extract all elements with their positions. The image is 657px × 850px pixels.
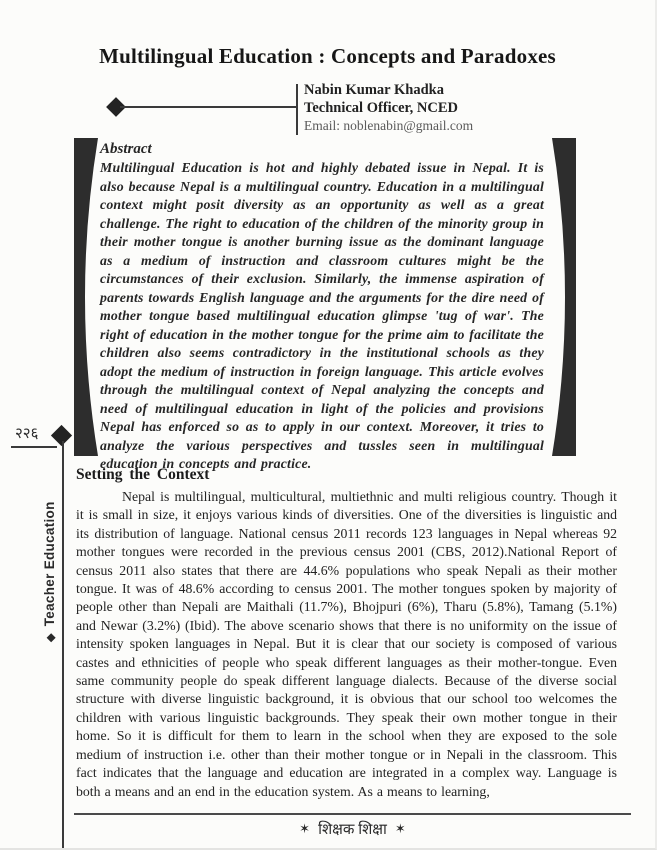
diamond-icon: ◆ (45, 633, 57, 642)
section-heading: Setting the Context (76, 466, 210, 483)
page-number: २२६ (15, 425, 39, 442)
footer-journal-title (74, 819, 631, 839)
author-position: Technical Officer, NCED (304, 100, 458, 116)
author-block (304, 81, 473, 135)
author-horizontal-rule (120, 106, 296, 108)
abstract-right-bar-decoration (552, 138, 576, 461)
page-title: Multilingual Education : Concepts and Paradoxes (99, 44, 556, 68)
abstract-section (100, 140, 544, 474)
author-name: Nabin Kumar Khadka (304, 82, 444, 98)
footer-journal-label: शिक्षक शिक्षा (318, 822, 387, 838)
journal-name-vertical (42, 501, 57, 642)
star-icon: ✶ (299, 821, 311, 836)
abstract-heading: Abstract (100, 141, 152, 157)
abstract-body: Multilingual Education is hot and highly debated issue in Nepal. It is also because Nepal is a multilingual country. Education in a multilingual context might posit diversity as an opportunity as well as a great challenge. The right to education of the children of the minority group in their mother tongue is another burning issue as the dominant language as a medium of instruction and classroom cultures might be the circumstances of their exclusion. Similarly, the immense aspiration of parents towards English language and the arguments for the dire need of mother tongue based multilingual education glimpse 'tug of war'. The right of education in the mother tongue for the prime aim to facilitate the children also seems contradictory in the institutional schools as they adopt the medium of instruction in foreign language. This article evolves through the multilingual context of Nepal analyzing the concepts and need of multilingual education in light of the policies and provisions Nepal has enforced so as to apply in our context. Moreover, it tries to analyze the various perspectives and tussles seen in multilingual education in concepts and practice. (100, 160, 544, 471)
journal-name-label: Teacher Education (42, 501, 57, 627)
author-vertical-rule (296, 84, 298, 135)
page-number-underline (11, 446, 57, 448)
footer-rule (74, 813, 631, 815)
author-email: Email: noblenabin@gmail.com (304, 118, 474, 133)
body-paragraph: Nepal is multilingual, multicultural, multiethnic and multi religious country. Though it it is small in size, it enjoys various kinds of diversities. One of the diversities is linguistic and its distribution of language. National census 2011 records 123 languages in Nepal whereas 92 mother tongues were recorded in the previous census 2001 (CBS, 2012).National Report of census 2011 also states that there are 44.6% populations who speak Nepali as their mother tongue. It was of 48.6% according to census 2001. The mother tongues spoken by majority of people other than Nepali are Maithali (11.7%), Bhojpuri (6%), Tharu (5.8%), Tamang (5.1%) and Newar (3.2%) (Ibid). The above scenario shows that there is no uniformity on the issue of intensity spoken languages in Nepal. But it is clear that our society is composed of various castes and ethnicities of people who speak different languages as their mother-tongue. Even same community people do speak different language dialects. Because of the diverse social structure with diverse linguistic background, it is obvious that our school too welcomes the children with various linguistic backgrounds. They speak their own mother tongue in their home. So it is difficult for them to learn in the school when they are exposed to the sole medium of instruction i.e. other than their mother tongue or in Nepali in the classroom. This fact indicates that the language and education are integrated in a complex way. Language is both a means and an end in the education system. As a means to learning, (76, 489, 617, 799)
star-icon: ✶ (394, 821, 406, 836)
abstract-left-bar-decoration (74, 138, 98, 461)
margin-vertical-rule (62, 441, 64, 850)
